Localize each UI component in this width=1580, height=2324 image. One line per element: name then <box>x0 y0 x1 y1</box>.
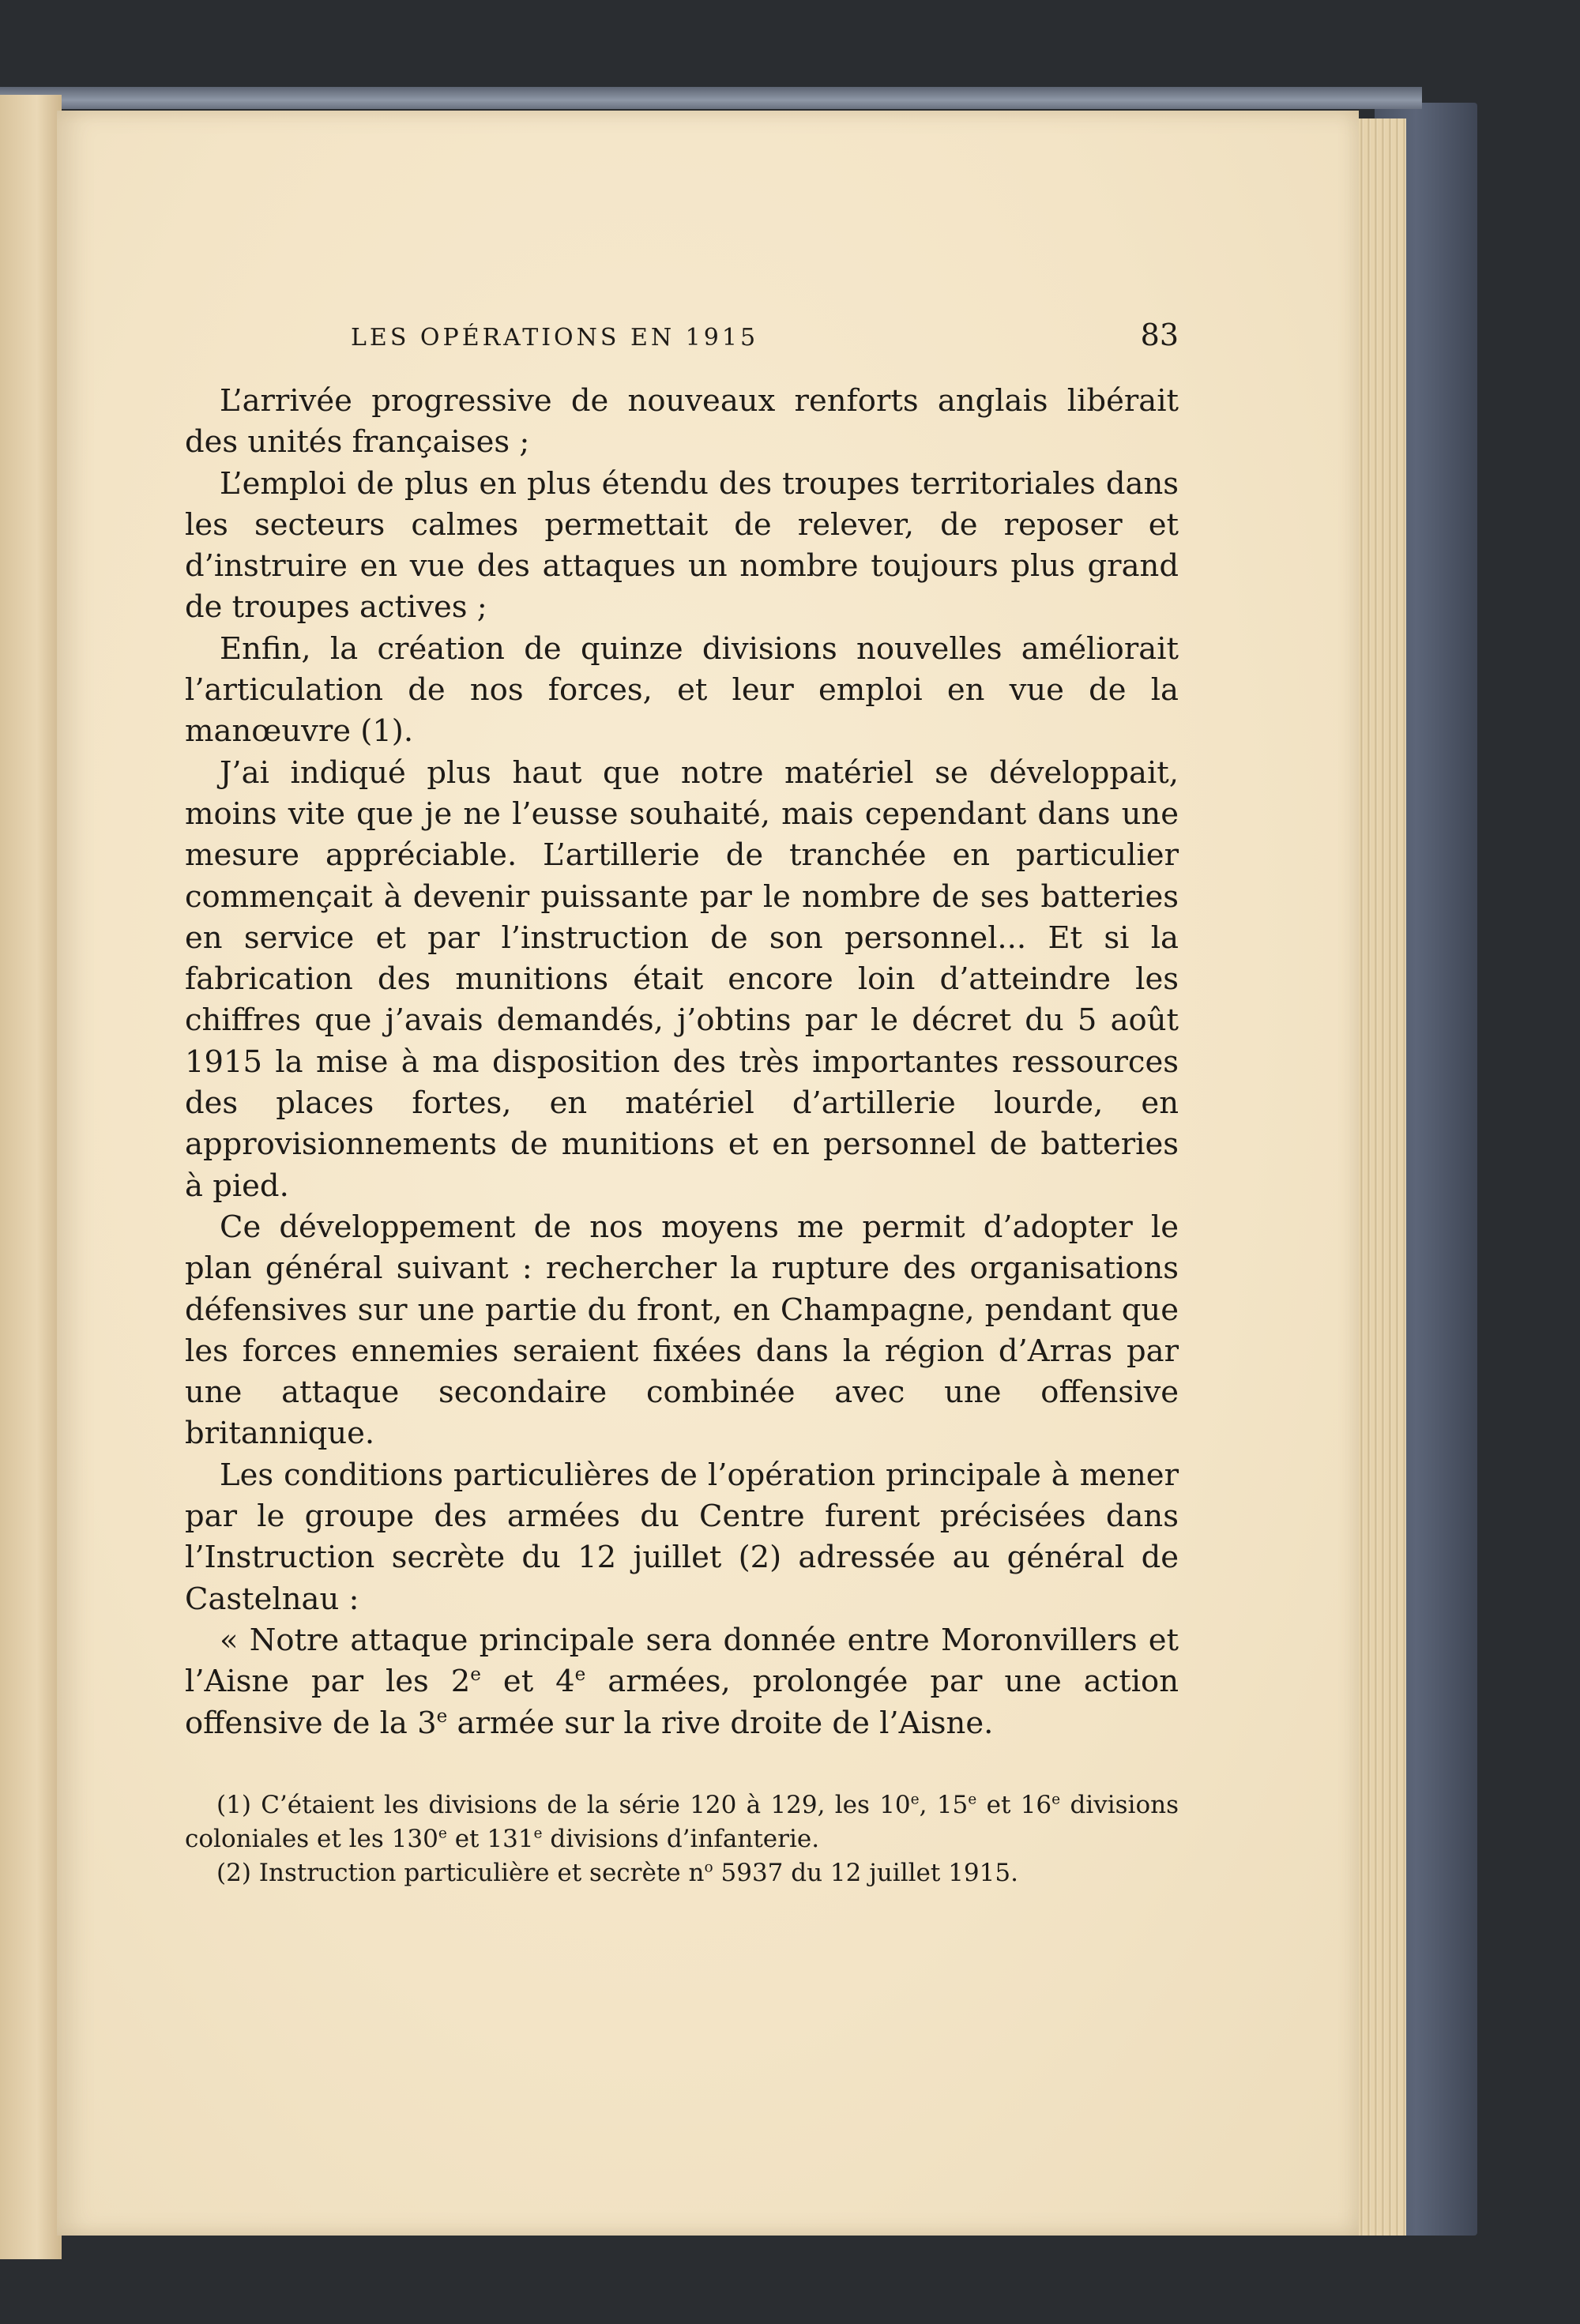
footnote-1-part: (1) C’étaient les divisions de la série 120 à 129, les 10 <box>216 1790 911 1819</box>
footnote-2 <box>185 1856 1179 1890</box>
running-title: LES OPÉRATIONS EN 1915 <box>351 324 759 352</box>
footnote-2-part: 5937 du 12 juillet 1915. <box>713 1858 1018 1887</box>
footnote-1-part: divisions coloniales et les 130 <box>185 1790 1179 1853</box>
number-superscript: o <box>704 1859 713 1876</box>
book-page <box>57 111 1359 2236</box>
footnote-1-part: et 16 <box>976 1790 1052 1819</box>
quote-part-c: armées, prolongée par une action offensive de la 3 <box>185 1664 1179 1741</box>
ordinal-superscript: e <box>438 1825 447 1842</box>
paragraph-5: Ce développement de nos moyens me permit d’adopter le plan général suivant : rechercher la rupture des organisations défensives sur une partie du front, en Champagne, pendant que les forces ennemies seraient fixées dans la région d’Arras par une attaque secondaire combinée avec une offensive britannique. <box>185 1209 1179 1452</box>
ordinal-superscript: e <box>910 1791 920 1808</box>
page-number: 83 <box>1140 318 1179 352</box>
paragraph-2: L’emploi de plus en plus étendu des troupes territoriales dans les secteurs calmes permettait de relever, de reposer et d’instruire en vue des attaques un nombre toujours plus grand de troupes actives ; <box>185 465 1179 626</box>
paragraph-4: J’ai indiqué plus haut que notre matériel se développait, moins vite que je ne l’eusse souhaité, mais cependant dans une mesure appréciable. L’artillerie de tranchée en particulier commençait à devenir puissante par le nombre de ses batteries en service et par l’instruction de son personnel... Et si la fabrication des munitions était encore loin d’atteindre les chiffres que j’avais demandés, j’obtins par le décret du 5 août 1915 la mise à ma disposition des très importantes ressources des places fortes, en matériel d’artillerie lourde, en approvisionnements de munitions et en personnel de batteries à pied. <box>185 754 1179 1204</box>
quote-part-d: armée sur la rive droite de l’Aisne. <box>447 1705 994 1741</box>
page-content <box>185 316 1179 1890</box>
book-spine-top <box>0 87 1422 109</box>
footnote-1-part: divisions d’infanterie. <box>542 1824 820 1853</box>
body-text <box>185 381 1179 1744</box>
ordinal-superscript: e <box>574 1664 586 1686</box>
ordinal-superscript: e <box>470 1664 481 1686</box>
footnotes <box>185 1788 1179 1890</box>
ordinal-superscript: e <box>1051 1791 1061 1808</box>
footnote-1 <box>185 1788 1179 1856</box>
running-head <box>185 316 1179 371</box>
ordinal-superscript: e <box>436 1705 448 1727</box>
quote-part-b: et 4 <box>480 1664 575 1700</box>
previous-page-sliver <box>0 95 62 2259</box>
footnote-1-part: et 131 <box>446 1824 534 1853</box>
quote-part-a: « Notre attaque principale sera donnée entre Moronvillers et l’Aisne par les 2 <box>185 1622 1179 1700</box>
ordinal-superscript: e <box>533 1825 543 1842</box>
paragraph-1: L’arrivée progressive de nouveaux renforts anglais libérait des unités françaises ; <box>185 383 1179 461</box>
footnote-2-part: (2) Instruction particulière et secrète n <box>216 1858 705 1887</box>
paragraph-3: Enfin, la création de quinze divisions nouvelles améliorait l’articulation de nos forces, et leur emploi en vue de la manœuvre (1). <box>185 630 1179 750</box>
footnote-1-part: , 15 <box>919 1790 969 1819</box>
paragraph-7-quote <box>185 1620 1179 1744</box>
ordinal-superscript: e <box>968 1791 977 1808</box>
paragraph-6: Les conditions particulières de l’opération principale à mener par le groupe des armées du Centre furent précisées dans l’Instruction secrète du 12 juillet (2) adressée au général de Castelnau : <box>185 1457 1179 1617</box>
